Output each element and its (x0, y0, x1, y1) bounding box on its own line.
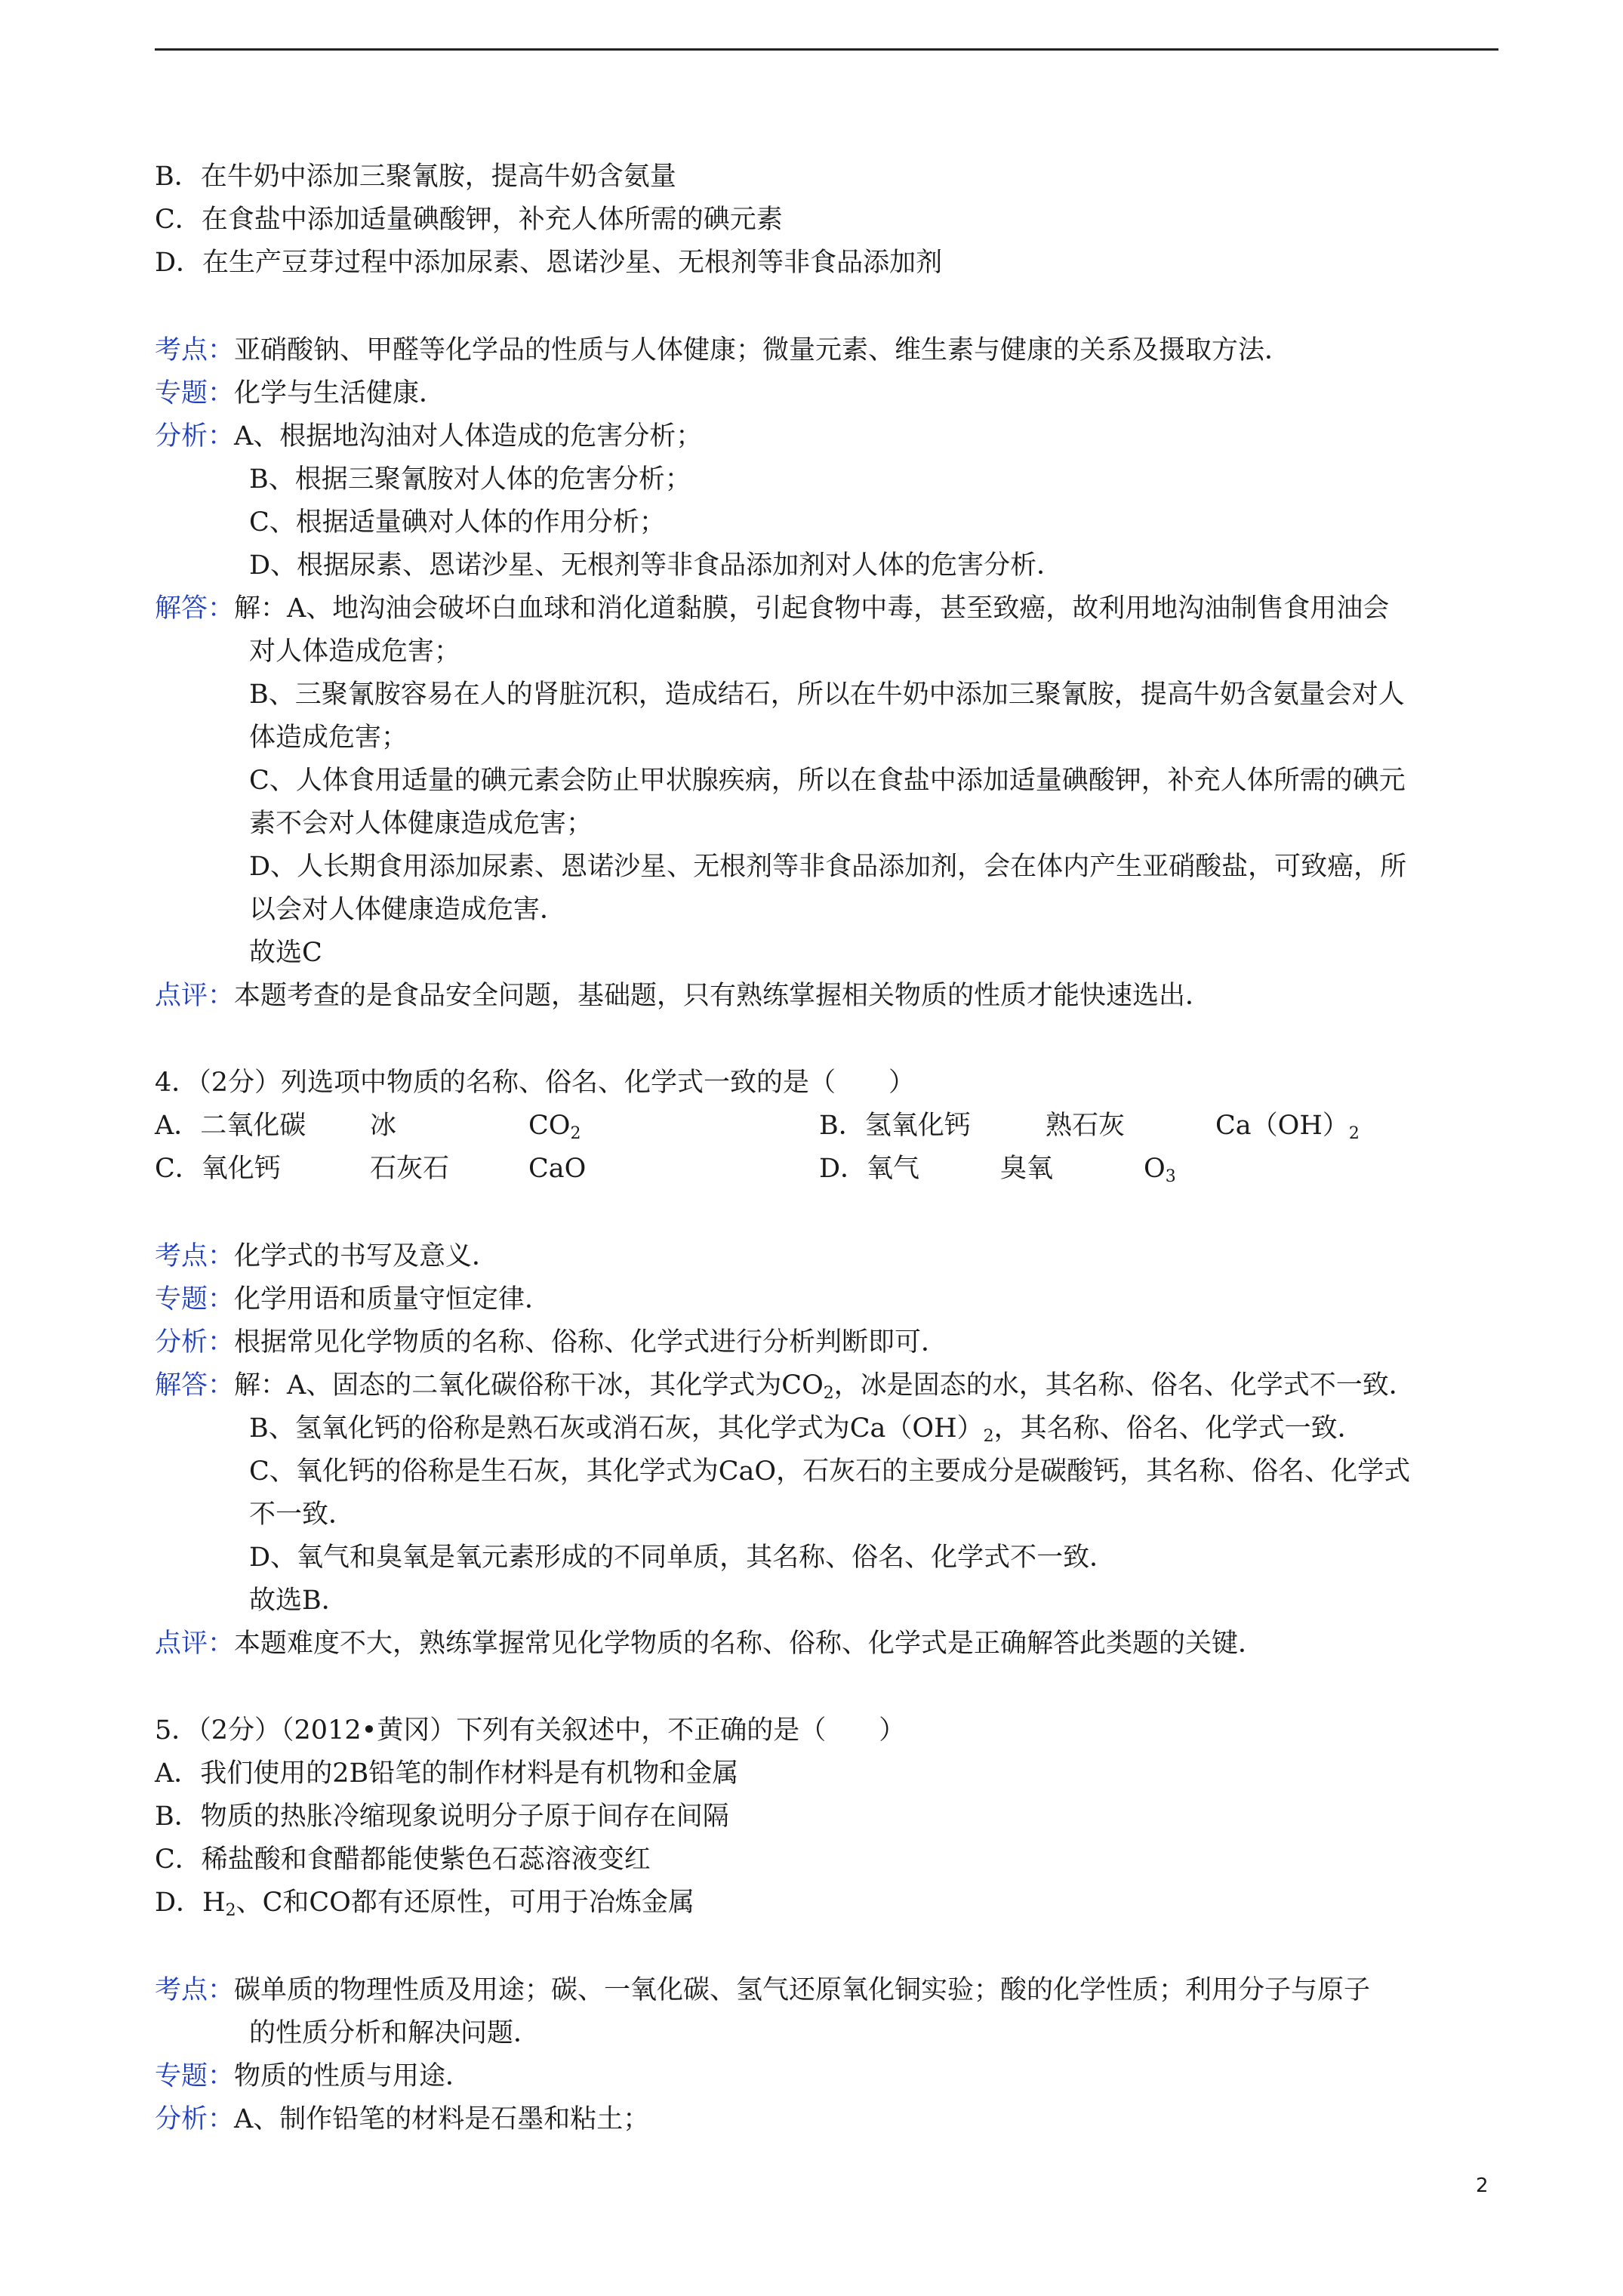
q4-c-name: C．氧化钙 (155, 1154, 281, 1184)
zhuanti-label: 专题： (155, 378, 235, 408)
q4-a-formula: $CO_2$ (528, 1111, 581, 1143)
q3-fenxi-line: C、根据适量碘对人体的作用分析； (249, 507, 666, 538)
q4-a-name: A．二氧化碳 (155, 1111, 306, 1141)
q4-jieda: 解答：解：A、固态的二氧化碳俗称干冰，其化学式为$CO_2$，冰是固态的水，其名称、俗名、化学式不一致． (155, 1370, 1415, 1403)
q3-fenxi-line: B、根据三聚氰胺对人体的危害分析； (249, 464, 691, 495)
q4-jieda-line: D、氧气和臭氧是氧元素形成的不同单质，其名称、俗名、化学式不一致． (249, 1542, 1116, 1573)
dianping-label: 点评： (155, 981, 235, 1011)
q4-d-name: D．氧气 (819, 1154, 920, 1184)
q4-jieda-line: 故选B． (249, 1586, 348, 1616)
q4-zhuanti: 专题：化学用语和质量守恒定律． (155, 1284, 552, 1314)
kaodian-label: 考点： (155, 1975, 235, 2005)
q3-jieda: 解答：解：A、地沟油会破坏白血球和消化道黏膜，引起食物中毒，甚至致癌，故利用地沟油制售食用油会 (155, 593, 1390, 624)
q3-jieda-line: C、人体食用适量的碘元素会防止甲状腺疾病，所以在食盐中添加适量碘酸钾，补充人体所需的碘元 (249, 766, 1406, 796)
header-rule (155, 48, 1498, 51)
q3-option-c: C．在食盐中添加适量碘酸钾，补充人体所需的碘元素 (155, 205, 783, 235)
dianping-label: 点评： (155, 1629, 235, 1659)
q4-dianping: 点评：本题难度不大，熟练掌握常见化学物质的名称、俗称、化学式是正确解答此类题的关键． (155, 1629, 1265, 1659)
q3-option-d: D．在生产豆芽过程中添加尿素、恩诺沙星、无根剂等非食品添加剂 (155, 248, 943, 278)
q4-stem: 4．（2分）列选项中物质的名称、俗名、化学式一致的是（ ） (155, 1068, 916, 1098)
q5-option-b: B．物质的热胀冷缩现象说明分子原于间存在间隔 (155, 1801, 729, 1832)
fenxi-label: 分析： (155, 2104, 235, 2134)
q4-b-formula: $Ca(OH)_2$ (1215, 1111, 1360, 1143)
q4-kaodian: 考点：化学式的书写及意义． (155, 1241, 499, 1271)
q5-stem: 5．（2分）（2012•黄冈）下列有关叙述中，不正确的是（ ） (155, 1715, 906, 1746)
q3-jieda-line: 以会对人体健康造成危害． (249, 895, 567, 925)
fenxi-label: 分析： (155, 421, 235, 451)
q3-jieda-line: 故选C (249, 938, 322, 968)
q3-kaodian: 考点：亚硝酸钠、甲醛等化学品的性质与人体健康；微量元素、维生素与健康的关系及摄取方法． (155, 335, 1292, 365)
q3-zhuanti: 专题：化学与生活健康． (155, 378, 446, 408)
q5-fenxi: 分析：A、制作铅笔的材料是石墨和粘土； (155, 2104, 650, 2134)
page-number: 2 (1476, 2174, 1489, 2197)
fenxi-label: 分析： (155, 1327, 235, 1358)
q5-kaodian-line: 的性质分析和解决问题． (249, 2018, 540, 2048)
q4-d-formula: $O_3$ (1144, 1154, 1176, 1186)
q5-zhuanti: 专题：物质的性质与用途． (155, 2061, 473, 2091)
q4-fenxi: 分析：根据常见化学物质的名称、俗称、化学式进行分析判断即可． (155, 1327, 948, 1358)
jieda-label: 解答： (155, 1370, 235, 1401)
q4-b-common: 熟石灰 (1046, 1111, 1126, 1141)
zhuanti-label: 专题： (155, 2061, 235, 2091)
q5-option-d: D．$H_2$、C和CO都有还原性，可用于冶炼金属 (155, 1888, 694, 1920)
q4-c-common: 石灰石 (370, 1154, 450, 1184)
q4-d-common: 臭氧 (1000, 1154, 1054, 1184)
q4-b-name: B．氢氧化钙 (819, 1111, 971, 1141)
q3-jieda-line: B、三聚氰胺容易在人的肾脏沉积，造成结石，所以在牛奶中添加三聚氰胺，提高牛奶含氨量会对人 (249, 680, 1405, 710)
q3-jieda-line: D、人长期食用添加尿素、恩诺沙星、无根剂等非食品添加剂，会在体内产生亚硝酸盐，可致癌，所 (249, 852, 1407, 882)
q3-dianping: 点评：本题考查的是食品安全问题，基础题，只有熟练掌握相关物质的性质才能快速选出． (155, 981, 1212, 1011)
kaodian-label: 考点： (155, 335, 235, 365)
q3-jieda-line: 素不会对人体健康造成危害； (249, 809, 593, 839)
q5-kaodian: 考点：碳单质的物理性质及用途；碳、一氧化碳、氢气还原氧化铜实验；酸的化学性质；利用分子与原子 (155, 1975, 1371, 2005)
q3-jieda-line: 对人体造成危害； (249, 636, 461, 667)
q4-jieda-line: B、氢氧化钙的俗称是熟石灰或消石灰，其化学式为$Ca(OH)_2$，其名称、俗名、化学式一致． (249, 1413, 1364, 1446)
q5-option-c: C．稀盐酸和食醋都能使紫色石蕊溶液变红 (155, 1845, 651, 1875)
q4-a-common: 冰 (370, 1111, 397, 1141)
q3-fenxi: 分析：A、根据地沟油对人体造成的危害分析； (155, 421, 703, 451)
jieda-label: 解答： (155, 593, 235, 624)
q5-option-a: A．我们使用的2B铅笔的制作材料是有机物和金属 (155, 1758, 739, 1789)
q4-jieda-line: C、氧化钙的俗称是生石灰，其化学式为CaO，石灰石的主要成分是碳酸钙，其名称、俗名、化学式 (249, 1456, 1411, 1487)
q3-option-b: B．在牛奶中添加三聚氰胺，提高牛奶含氨量 (155, 162, 676, 192)
q4-c-formula: CaO (528, 1154, 587, 1184)
q3-fenxi-line: D、根据尿素、恩诺沙星、无根剂等非食品添加剂对人体的危害分析． (249, 550, 1064, 581)
q3-jieda-line: 体造成危害； (249, 723, 408, 753)
q4-jieda-line: 不一致． (249, 1499, 356, 1530)
zhuanti-label: 专题： (155, 1284, 235, 1314)
kaodian-label: 考点： (155, 1241, 235, 1271)
